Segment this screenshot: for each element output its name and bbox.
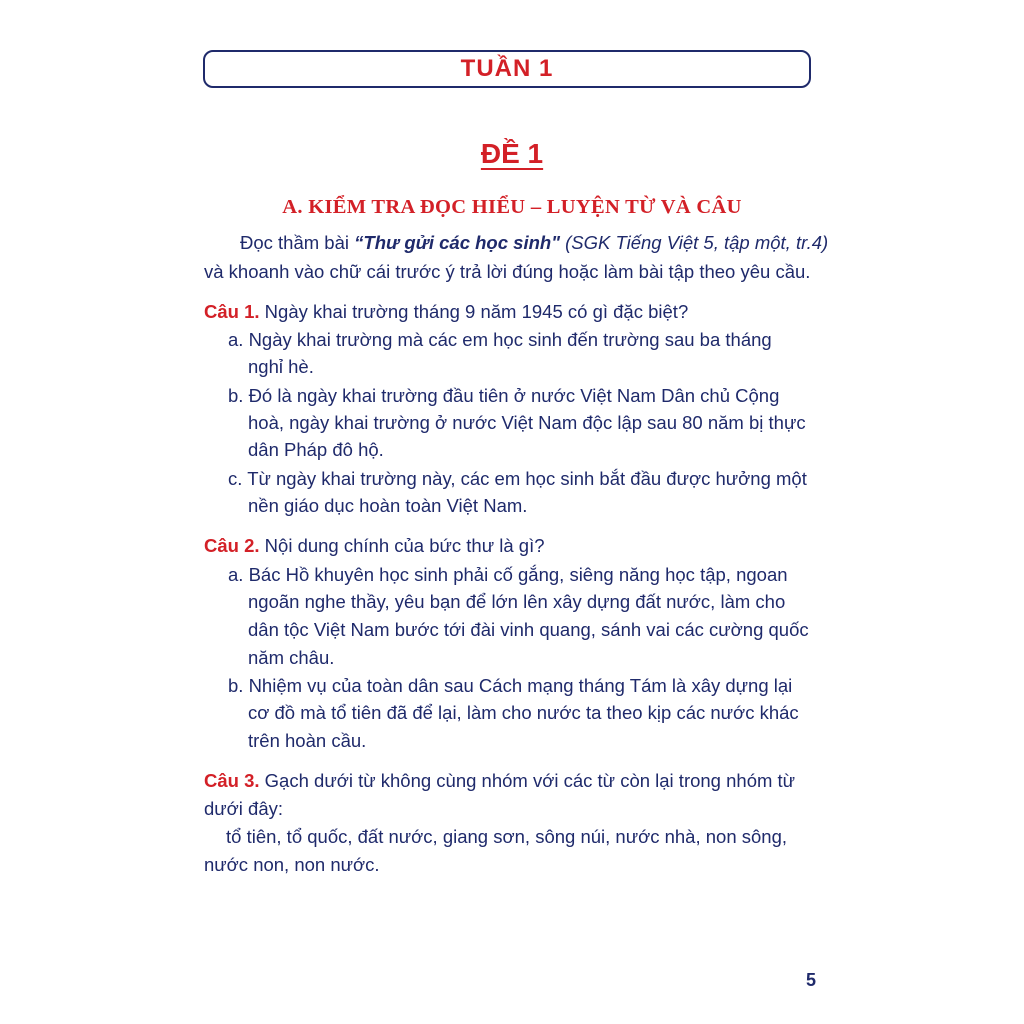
q3-word-list-line-2: nước non, non nước. xyxy=(204,854,380,875)
week-header-box xyxy=(203,50,811,88)
question-1-text: Ngày khai trường tháng 9 năm 1945 có gì đặc biệt? xyxy=(259,301,689,322)
question-2-text: Nội dung chính của bức thư là gì? xyxy=(259,535,545,556)
q1-option-b-line-1: b. Đó là ngày khai trường đầu tiên ở nước Việt Nam Dân chủ Cộng xyxy=(228,385,780,406)
section-title: A. KIỂM TRA ĐỌC HIỂU – LUYỆN TỪ VÀ CÂU xyxy=(282,196,742,218)
q2-option-b-line-3: trên hoàn cầu. xyxy=(248,730,367,751)
q1-option-c-line-1: c. Từ ngày khai trường này, các em học sinh bắt đầu được hưởng một xyxy=(228,468,807,489)
question-2-label: Câu 2. xyxy=(204,535,260,556)
intro-line-1 xyxy=(240,228,828,258)
question-3-label: Câu 3. xyxy=(204,770,260,791)
exam-title: ĐỀ 1 xyxy=(480,138,544,169)
question-3-text: Gạch dưới từ không cùng nhóm với các từ còn lại trong nhóm từ xyxy=(259,770,796,791)
question-1-label: Câu 1. xyxy=(204,301,260,322)
intro-line-2: và khoanh vào chữ cái trước ý trả lời đúng hoặc làm bài tập theo yêu cầu. xyxy=(204,261,811,282)
intro-book-title: “Thư gửi các học sinh" xyxy=(354,232,560,253)
q1-option-b-line-3: dân Pháp đô hộ. xyxy=(248,439,384,460)
q3-word-list-line-1: tổ tiên, tổ quốc, đất nước, giang sơn, sông núi, nước nhà, non sông, xyxy=(226,826,788,847)
q2-option-a-line-3: dân tộc Việt Nam bước tới đài vinh quang, sánh vai các cường quốc xyxy=(248,619,809,640)
question-2 xyxy=(204,531,545,561)
week-title: TUẦN 1 xyxy=(460,55,554,82)
q2-option-a-line-4: năm châu. xyxy=(248,647,335,668)
q1-option-c-line-2: nền giáo dục hoàn toàn Việt Nam. xyxy=(248,495,528,516)
intro-prefix: Đọc thầm bài xyxy=(240,232,355,253)
q2-option-b-line-2: cơ đồ mà tổ tiên đã để lại, làm cho nước ta theo kịp các nước khác xyxy=(248,702,799,723)
q2-option-a-line-2: ngoãn nghe thầy, yêu bạn để lớn lên xây dựng đất nước, làm cho xyxy=(248,591,786,612)
intro-reference: (SGK Tiếng Việt 5, tập một, tr.4) xyxy=(559,232,829,253)
q1-option-a-line-2: nghỉ hè. xyxy=(248,356,314,377)
page-number: 5 xyxy=(806,970,817,990)
question-1 xyxy=(204,297,688,327)
q1-option-b-line-2: hoà, ngày khai trường ở nước Việt Nam độc lập sau 80 năm bị thực xyxy=(248,412,806,433)
question-3 xyxy=(204,766,795,796)
q1-option-a-line-1: a. Ngày khai trường mà các em học sinh đến trường sau ba tháng xyxy=(228,329,772,350)
question-3-line-2: dưới đây: xyxy=(204,798,284,819)
q2-option-a-line-1: a. Bác Hồ khuyên học sinh phải cố gắng, siêng năng học tập, ngoan xyxy=(228,564,788,585)
q2-option-b-line-1: b. Nhiệm vụ của toàn dân sau Cách mạng tháng Tám là xây dựng lại xyxy=(228,675,793,696)
